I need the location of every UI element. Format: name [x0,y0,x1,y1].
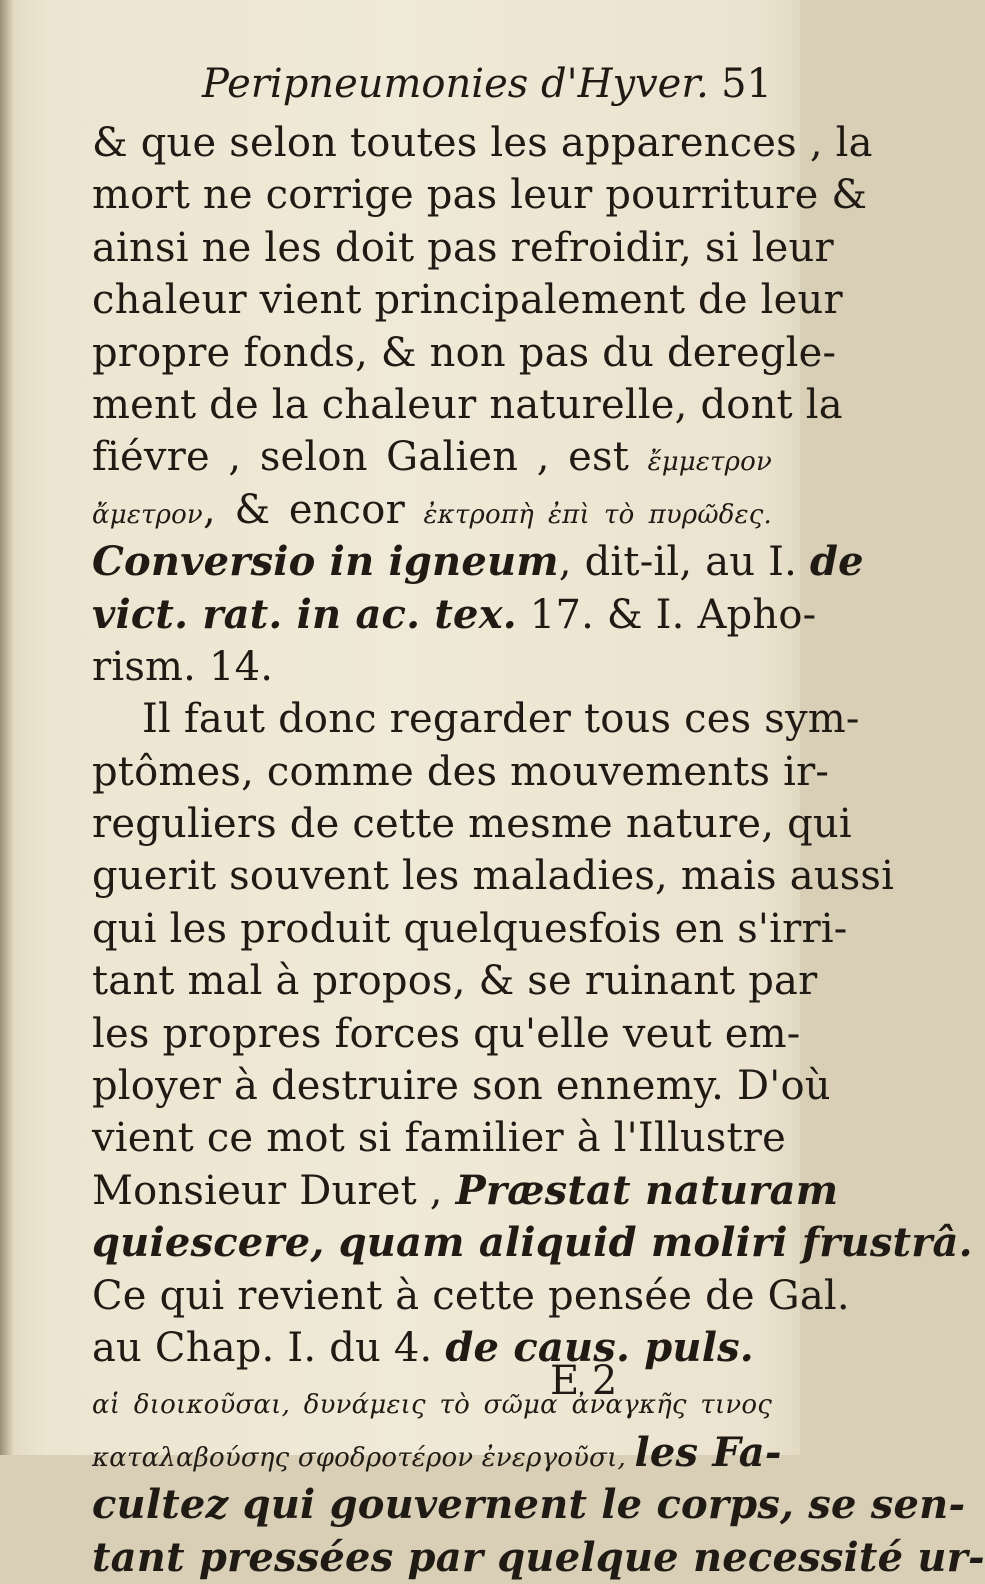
line-text: au Chap. I. du 4. [92,1324,446,1371]
italic-text: vict. rat. in ac. tex. [92,590,517,638]
text-line [92,431,772,483]
page-number: 51 [721,61,772,107]
greek-text: καταλαβούσης σφοδροτέρον ἐνεργοῦσι, [92,1442,635,1473]
text-line [92,1008,801,1060]
line-text: chaleur vient principalement de leur [92,277,843,324]
text-line [92,1270,850,1322]
line-text: ployer à destruire son ennemy. D'où [92,1063,831,1110]
italic-text: de caus. puls. [445,1323,754,1371]
body-text [92,117,985,1584]
text-line [92,1112,787,1164]
italic-text: cultez qui gouvernent le corps, se sen- [92,1481,966,1529]
text-line [92,1427,782,1479]
italic-text: Conversio in igneum [92,538,559,586]
text-line [92,693,860,745]
text-line [92,1217,973,1269]
line-text: mort ne corrige pas leur pourriture & [92,172,868,219]
line-text: qui les produit quelquesfois en s'irri- [92,905,848,952]
italic-text: Præstat naturam [455,1166,839,1214]
text-line [92,327,837,379]
text-line [92,484,772,536]
greek-text: ἔμμετρον [647,447,772,478]
running-header [92,55,772,117]
text-line [92,1532,985,1584]
text-line [92,222,834,274]
catchword: E 2 [550,1358,618,1404]
text-line [92,1322,772,1374]
running-title: Peripneumonies d'Hyver. [202,61,709,107]
page-gutter-shadow [0,0,14,1455]
page-text-block [92,55,985,1584]
italic-text: de [810,538,864,586]
line-text: Il faut donc regarder tous ces sym- [142,696,860,743]
text-line [92,1479,966,1531]
line-text: , & encor [202,486,424,533]
line-text: fiévre , selon Galien , est [92,434,648,481]
line-text: ment de la chaleur naturelle, dont la [92,381,843,428]
text-line [92,536,864,588]
text-line [92,1060,831,1112]
text-line [92,641,772,693]
line-text: ainsi ne les doit pas refroidir, si leur [92,224,834,271]
line-text: vient ce mot si familier à l'Illustre [92,1115,787,1162]
italic-text: quiescere, quam aliquid moliri frustrâ. [92,1219,973,1267]
text-line [92,955,818,1007]
line-text: Monsieur Duret , [92,1167,456,1214]
text-line [92,903,848,955]
line-text: propre fonds, & non pas du deregle- [92,329,837,376]
text-line [92,746,830,798]
text-line [92,1374,772,1426]
line-text: reguliers de cette mesme nature, qui [92,801,852,848]
text-line [92,117,873,169]
text-line [92,379,843,431]
line-text: ptômes, comme des mouvements ir- [92,748,830,795]
text-line [92,798,852,850]
line-text: les propres forces qu'elle veut em- [92,1010,801,1057]
italic-text: tant pressées par quelque necessité ur- [92,1533,985,1581]
text-line [92,1165,839,1217]
line-text: , dit-il, au I. [558,539,810,586]
text-line [92,589,817,641]
line-text: tant mal à propos, & se ruinant par [92,958,818,1005]
line-text: Ce qui revient à cette pensée de Gal. [92,1272,850,1319]
greek-text: ἄμετρον [92,499,203,530]
italic-text: les Fa- [634,1428,782,1476]
line-text: guerit souvent les maladies, mais aussi [92,853,895,900]
text-line [92,169,868,221]
line-text: rism. 14. [92,643,274,690]
greek-text: ἐκτροπὴ ἐπὶ τὸ πυρῶδες. [423,499,772,530]
text-line [92,274,843,326]
greek-text: αἱ διοικοῦσαι, δυνάμεις τὸ σῶμα ἀναγκῆς τινος [92,1390,772,1421]
line-text: & que selon toutes les apparences , la [92,120,873,166]
line-text: 17. & I. Apho- [516,591,817,638]
text-line [92,850,895,902]
